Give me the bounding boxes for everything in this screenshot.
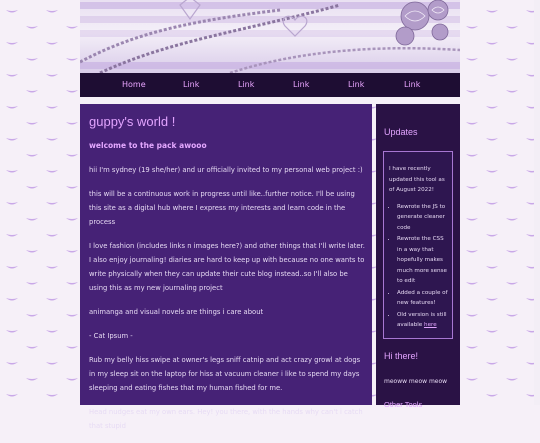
paragraph-animanga: animanga and visual novels are things i care about	[89, 308, 264, 316]
sidebar	[376, 104, 460, 409]
nav-link-3[interactable]: Link	[238, 80, 255, 89]
header-banner	[80, 0, 460, 73]
old-version-text: Old version is still available	[397, 311, 447, 328]
list-item: • Rewrote the JS to generate cleaner code	[397, 202, 448, 234]
paragraph-cat-ipsum-1: Rub my belly hiss swipe at owner's legs sniff catnip and act crazy growl at dogs in my sleep sit on the laptop for hiss at vacuum cleaner i like to spend my days sleeping and eating fishes that my human fished for me.	[89, 356, 361, 392]
nav-link-4[interactable]: Link	[293, 80, 310, 89]
other-tools-title: Other Tools	[384, 400, 423, 409]
banner-decoration	[80, 0, 460, 73]
nav-link-2[interactable]: Link	[183, 80, 200, 89]
hi-there-title: Hi there!	[384, 351, 419, 361]
list-item	[397, 310, 448, 331]
cat-ipsum-heading: - Cat Ipsum -	[89, 332, 133, 340]
rose-decoration-icon	[396, 0, 448, 45]
updates-box	[383, 151, 453, 339]
list-item: • Added a couple of new features!	[397, 288, 448, 309]
nav-link-6[interactable]: Link	[404, 80, 421, 89]
main-content	[80, 104, 372, 430]
hi-there-text: meoww meow meow	[384, 378, 448, 385]
vertical-scrollbar[interactable]	[534, 0, 540, 405]
nav-link-home[interactable]: Home	[122, 80, 146, 89]
updates-title: Updates	[384, 127, 418, 137]
page-container	[80, 0, 460, 430]
updates-list	[388, 202, 448, 331]
page-title: guppy's world !	[89, 114, 176, 129]
updates-intro: I have recently updated this tool as of August 2022!	[389, 166, 445, 193]
nav-bar	[80, 73, 460, 97]
old-version-link[interactable]: here	[424, 322, 437, 328]
paragraph-fashion: I love fashion (includes links n images here?) and other things that I'll write later. I also enjoy journaling! diaries are hard to keep up with because no one wants to write physically when they can update their cute blog instead..so I'll also be using this as my new journaling project	[89, 242, 365, 292]
paragraph-hub: this will be a continuous work in progress until like..further notice. I'll be using this site as a digital hub where I express my interests and learn code in the process	[89, 190, 355, 226]
welcome-subtitle: welcome to the pack awooo	[89, 141, 207, 150]
paragraph-intro: hii I'm sydney (19 she/her) and ur officially invited to my personal web project :)	[89, 166, 363, 174]
paragraph-cat-ipsum-2: Head nudges eat my own ears. Hey! you there, with the hands why can't i catch that stupid	[89, 408, 363, 430]
list-item: • Rewrote the CSS in a way that hopefully makes much more sense to edit	[397, 234, 448, 287]
nav-link-5[interactable]: Link	[348, 80, 365, 89]
